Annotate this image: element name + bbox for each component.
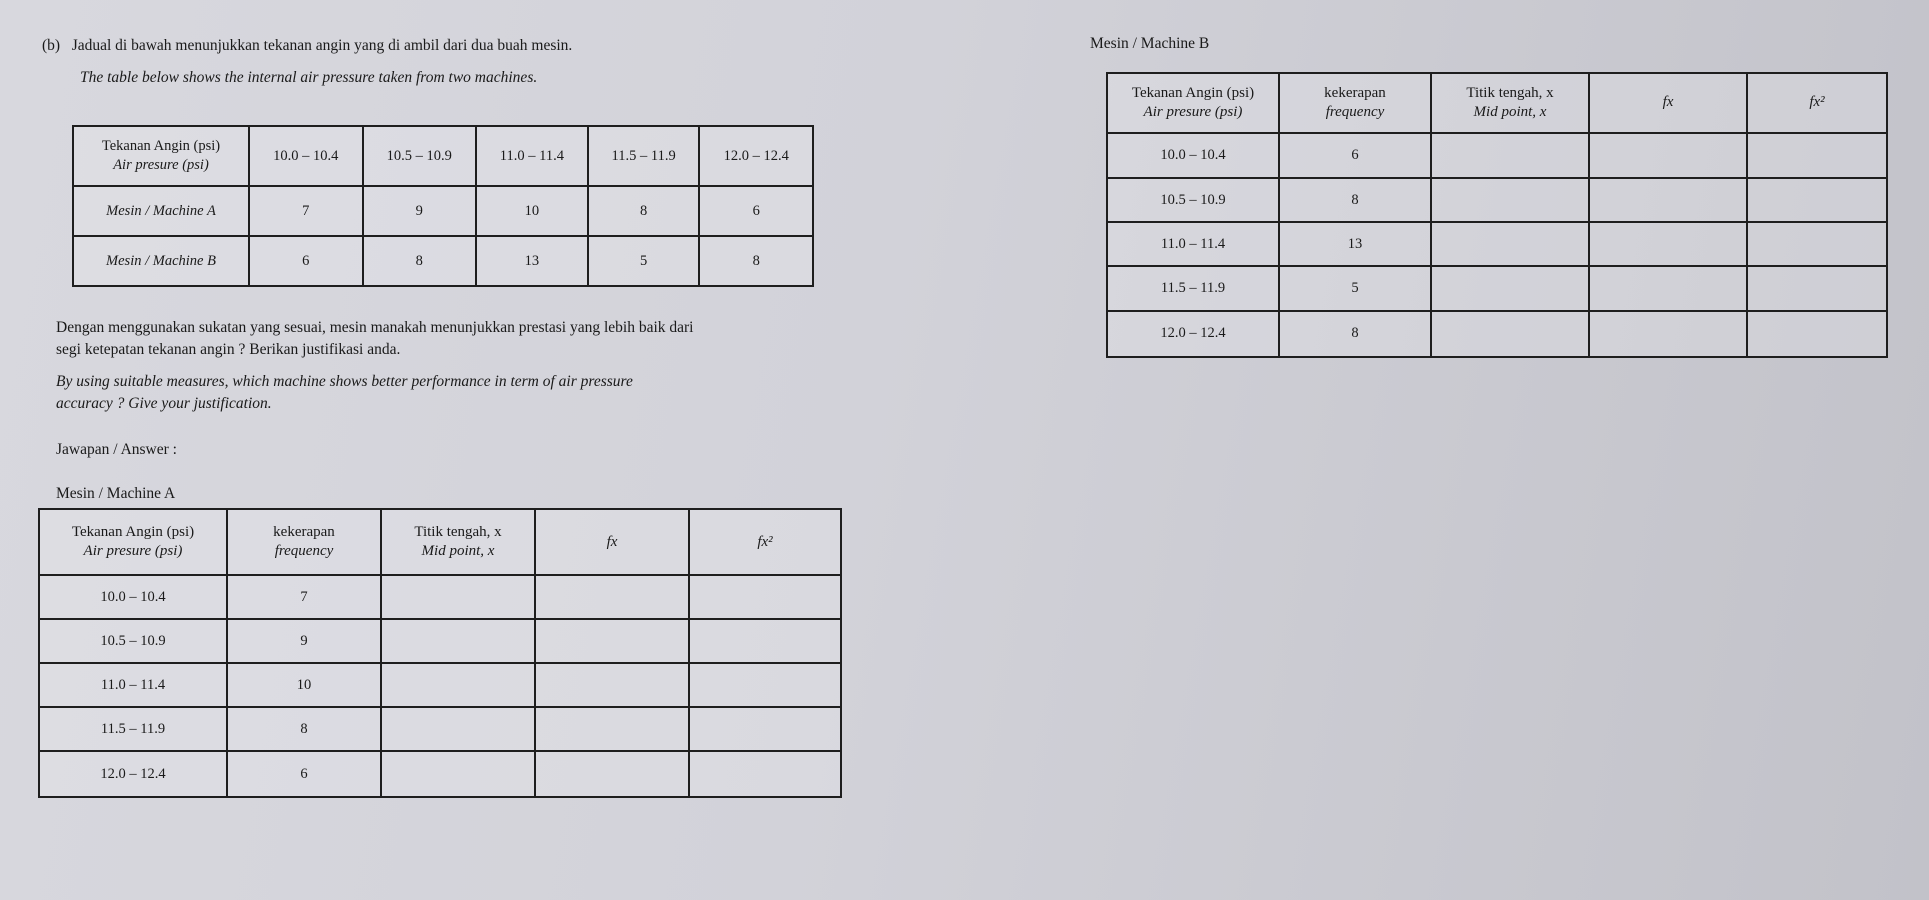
machine-b-table	[1106, 72, 1888, 358]
blank-cell	[535, 575, 689, 619]
interval-cell: 11.0 – 11.4	[1107, 222, 1279, 266]
question-text-malay	[42, 36, 572, 56]
row-label-machine-a: Mesin / Machine A	[73, 186, 249, 236]
interval-cell: 11.0 – 11.4	[39, 663, 227, 707]
blank-cell	[1747, 222, 1887, 266]
header-english: frequency	[1325, 103, 1385, 120]
col-header-fx2: fx²	[1747, 73, 1887, 133]
blank-cell	[689, 575, 841, 619]
prompt-english-line1: By using suitable measures, which machine shows better performance in term of air pressure	[56, 373, 633, 390]
interval-cell: 12.0 – 12.4	[39, 751, 227, 797]
question-malay: Jadual di bawah menunjukkan tekanan angin yang di ambil dari dua buah mesin.	[71, 37, 573, 54]
blank-cell	[381, 751, 535, 797]
blank-cell	[381, 663, 535, 707]
blank-cell	[689, 663, 841, 707]
value-cell: 8	[588, 186, 700, 236]
prompt-english-line2: accuracy ? Give your justification.	[56, 395, 272, 412]
col-header-fx2: fx²	[689, 509, 841, 575]
value-cell: 9	[363, 186, 477, 236]
blank-cell	[1431, 266, 1589, 310]
blank-cell	[535, 751, 689, 797]
machine-b-title-text: Mesin / Machine B	[1090, 35, 1210, 52]
blank-cell	[535, 707, 689, 751]
value-cell: 8	[363, 236, 477, 286]
blank-cell	[1589, 266, 1747, 310]
question-number: (b)	[42, 37, 61, 54]
frequency-cell: 10	[227, 663, 381, 707]
row-label-machine-b: Mesin / Machine B	[73, 236, 249, 286]
col-header-pressure	[1107, 73, 1279, 133]
blank-cell	[1589, 222, 1747, 266]
interval-cell: 11.5 – 11.9	[1107, 266, 1279, 310]
blank-cell	[1431, 133, 1589, 178]
frequency-cell: 8	[1279, 178, 1431, 222]
blank-cell	[689, 619, 841, 663]
header-malay: kekerapan	[273, 524, 335, 540]
prompt-malay-line1: Dengan menggunakan sukatan yang sesuai, mesin manakah menunjukkan prestasi yang lebih baik dari	[56, 319, 694, 336]
blank-cell	[1747, 266, 1887, 310]
answer-label: Jawapan / Answer :	[56, 441, 177, 458]
col-header-frequency	[227, 509, 381, 575]
interval-cell: 12.0 – 12.4	[699, 126, 813, 186]
data-table-header-cell	[73, 126, 249, 186]
frequency-cell: 13	[1279, 222, 1431, 266]
frequency-cell: 8	[1279, 311, 1431, 357]
interval-cell: 10.5 – 10.9	[363, 126, 477, 186]
frequency-cell: 7	[227, 575, 381, 619]
col-header-fx: fx	[535, 509, 689, 575]
blank-cell	[1589, 133, 1747, 178]
value-cell: 7	[249, 186, 363, 236]
interval-cell: 11.5 – 11.9	[39, 707, 227, 751]
interval-cell: 10.0 – 10.4	[39, 575, 227, 619]
blank-cell	[535, 619, 689, 663]
interval-cell: 11.5 – 11.9	[588, 126, 700, 186]
header-malay: Titik tengah, x	[414, 524, 502, 540]
header-malay: Tekanan Angin (psi)	[71, 524, 195, 540]
header-malay: Tekanan Angin (psi)	[1131, 84, 1255, 101]
header-malay: Titik tengah, x	[1466, 84, 1554, 101]
col-header-midpoint	[1431, 73, 1589, 133]
col-header-frequency	[1279, 73, 1431, 133]
frequency-cell: 9	[227, 619, 381, 663]
interval-cell: 12.0 – 12.4	[1107, 311, 1279, 357]
value-cell: 13	[476, 236, 588, 286]
col-header-pressure	[39, 509, 227, 575]
value-cell: 6	[249, 236, 363, 286]
blank-cell	[1589, 311, 1747, 357]
blank-cell	[1589, 178, 1747, 222]
header-malay: kekerapan	[1324, 84, 1386, 101]
interval-cell: 10.0 – 10.4	[1107, 133, 1279, 178]
blank-cell	[1747, 311, 1887, 357]
blank-cell	[1747, 178, 1887, 222]
col-header-midpoint	[381, 509, 535, 575]
value-cell: 10	[476, 186, 588, 236]
blank-cell	[1747, 133, 1887, 178]
header-english: Mid point, x	[1473, 103, 1547, 120]
blank-cell	[381, 619, 535, 663]
blank-cell	[1431, 311, 1589, 357]
interval-cell: 10.0 – 10.4	[249, 126, 363, 186]
blank-cell	[1431, 222, 1589, 266]
frequency-cell: 5	[1279, 266, 1431, 310]
interval-cell: 10.5 – 10.9	[1107, 178, 1279, 222]
blank-cell	[689, 707, 841, 751]
data-table	[72, 125, 814, 287]
blank-cell	[381, 575, 535, 619]
blank-cell	[381, 707, 535, 751]
header-english: Air presure (psi)	[83, 543, 183, 559]
interval-cell: 11.0 – 11.4	[476, 126, 588, 186]
blank-cell	[1431, 178, 1589, 222]
interval-cell: 10.5 – 10.9	[39, 619, 227, 663]
value-cell: 5	[588, 236, 700, 286]
frequency-cell: 6	[1279, 133, 1431, 178]
question-english: The table below shows the internal air pressure taken from two machines.	[80, 69, 538, 86]
header-english: Air presure (psi)	[113, 157, 209, 173]
value-cell: 6	[699, 186, 813, 236]
machine-a-table	[38, 508, 842, 798]
header-malay: Tekanan Angin (psi)	[101, 138, 221, 154]
header-english: Mid point, x	[421, 543, 495, 559]
value-cell: 8	[699, 236, 813, 286]
header-english: frequency	[274, 543, 334, 559]
blank-cell	[689, 751, 841, 797]
header-english: Air presure (psi)	[1143, 103, 1243, 120]
prompt-malay-line2: segi ketepatan tekanan angin ? Berikan justifikasi anda.	[56, 341, 401, 358]
frequency-cell: 6	[227, 751, 381, 797]
frequency-cell: 8	[227, 707, 381, 751]
machine-a-title: Mesin / Machine A	[56, 485, 176, 502]
col-header-fx: fx	[1589, 73, 1747, 133]
blank-cell	[535, 663, 689, 707]
machine-b-title	[1090, 34, 1209, 54]
